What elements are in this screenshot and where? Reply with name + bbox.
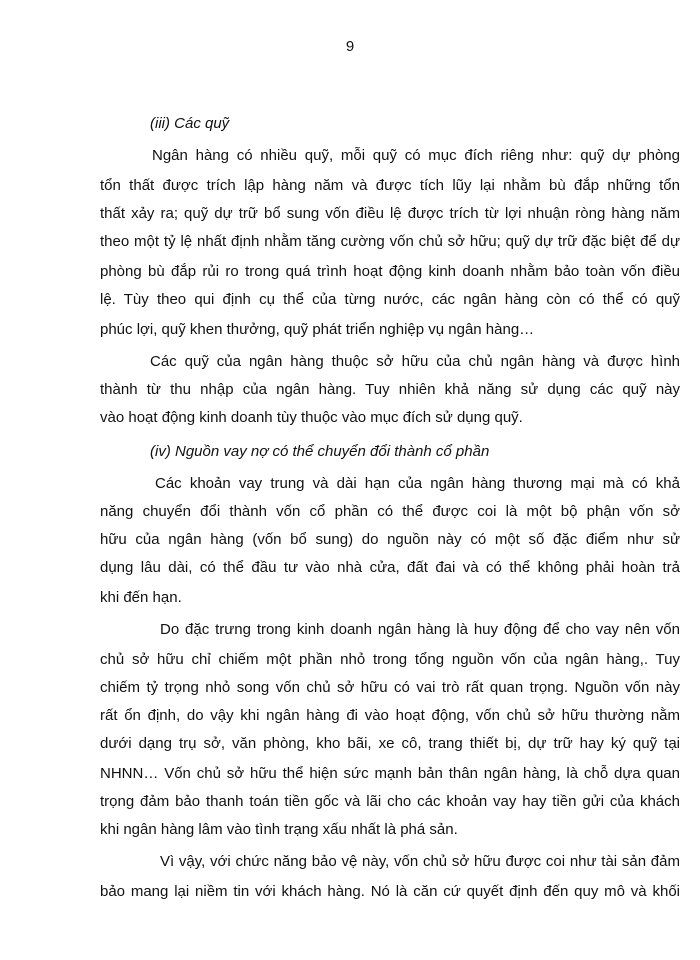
page-number: 9 [345, 38, 355, 55]
paragraph-iii-2-line: vào hoạt động kinh doanh tùy thuộc vào mục đích sử dụng quỹ. [100, 409, 523, 426]
paragraph-iv-2-line: chủ sở hữu chỉ chiếm một phần nhỏ trong tổng nguồn vốn của ngân hàng,. Tuy [100, 651, 680, 668]
paragraph-iii-1-line: phòng bù đắp rủi ro trong quá trình hoạt động kinh doanh nhằm bảo toàn vốn điều [100, 263, 680, 280]
paragraph-iv-2-line: rất ổn định, do vậy khi ngân hàng đi vào hoạt động, vốn chủ sở hữu thường nằm [100, 707, 680, 724]
paragraph-iii-2-line: thành từ thu nhập của ngân hàng. Tuy nhiên khả năng sử dụng các quỹ này [100, 381, 680, 398]
paragraph-iv-1-line: hữu của ngân hàng (vốn bổ sung) do nguồn này có một số đặc điểm như sử [100, 531, 680, 548]
paragraph-iv-2-line: chiếm tỷ trọng nhỏ song vốn chủ sở hữu có vai trò rất quan trọng. Nguồn vốn này [100, 679, 680, 696]
paragraph-iv-2-line: NHNN… Vốn chủ sở hữu thể hiện sức mạnh bản thân ngân hàng, là chỗ dựa quan [100, 765, 680, 782]
paragraph-iv-3-line: Vì vậy, với chức năng bảo vệ này, vốn chủ sở hữu được coi như tài sản đảm [160, 853, 680, 870]
paragraph-iv-2-line: khi ngân hàng lâm vào tình trạng xấu nhất là phá sản. [100, 821, 458, 838]
paragraph-iii-2-line: Các quỹ của ngân hàng thuộc sở hữu của chủ ngân hàng và được hình [150, 353, 680, 370]
paragraph-iii-1-line: thất xảy ra; quỹ dự trữ bổ sung vốn điều lệ được trích từ lợi nhuận ròng hàng năm [100, 205, 680, 222]
paragraph-iv-1-line: dụng lâu dài, có thể đầu tư vào nhà cửa, đất đai và có thể không phải hoàn trả [100, 559, 680, 576]
paragraph-iii-1-line: Ngân hàng có nhiều quỹ, mỗi quỹ có mục đích riêng như: quỹ dự phòng [152, 147, 680, 164]
paragraph-iii-1-line: lệ. Tùy theo qui định cụ thể của từng nước, các ngân hàng còn có thể có quỹ [100, 291, 680, 308]
paragraph-iv-1-line: Các khoản vay trung và dài hạn của ngân hàng thương mại mà có khả [155, 475, 680, 492]
paragraph-iii-1-line: tổn thất được trích lập hàng năm và được tích lũy lại nhằm bù đắp những tổn [100, 177, 680, 194]
paragraph-iii-1-line: phúc lợi, quỹ khen thưởng, quỹ phát triển nghiệp vụ ngân hàng… [100, 321, 535, 338]
paragraph-iv-3-line: bảo mang lại niềm tin với khách hàng. Nó là căn cứ quyết định đến quy mô và khối [100, 883, 680, 900]
paragraph-iii-1-line: theo một tỷ lệ nhất định nhằm tăng cường vốn chủ sở hữu; quỹ dự trữ đặc biệt để dự [100, 233, 680, 250]
paragraph-iv-1-line: năng chuyển đổi thành vốn cổ phần có thể được coi là một bộ phận vốn sở [100, 503, 680, 520]
paragraph-iv-2-line: dưới dạng trụ sở, văn phòng, kho bãi, xe cô, trang thiết bị, dự trữ hay ký quỹ tại [100, 735, 680, 752]
paragraph-iv-1-line: khi đến hạn. [100, 589, 182, 606]
heading-iii: (iii) Các quỹ [150, 115, 230, 132]
paragraph-iv-2-line: trọng đảm bảo thanh toán tiền gốc và lãi cho các khoản vay hay tiền gửi của khách [100, 793, 680, 810]
heading-iv: (iv) Nguồn vay nợ có thể chuyển đổi thành cổ phần [150, 443, 490, 460]
paragraph-iv-2-line: Do đặc trưng trong kinh doanh ngân hàng là huy động để cho vay nên vốn [160, 621, 680, 638]
